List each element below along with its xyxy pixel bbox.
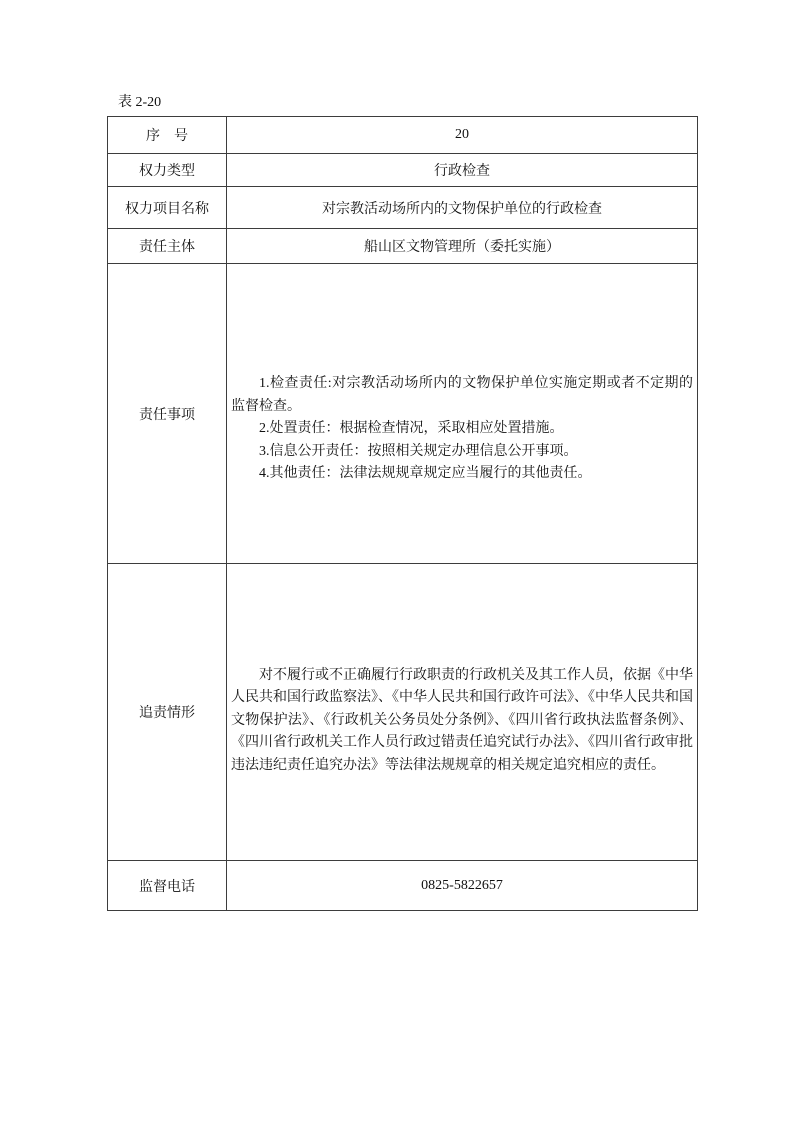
table-row-supervision-phone (108, 861, 698, 911)
accountability-paragraph-wrap (227, 665, 697, 778)
serial-number-value: 20 (227, 117, 698, 154)
power-item-name-label: 权力项目名称 (108, 187, 227, 229)
responsibility-item-1: 1.检查责任:对宗教活动场所内的文物保护单位实施定期或者不定期的监督检查。 (231, 376, 693, 414)
responsible-entity-label: 责任主体 (108, 229, 227, 264)
table-caption: 表 2-20 (118, 95, 162, 110)
power-item-name-value: 对宗教活动场所内的文物保护单位的行政检查 (227, 187, 698, 229)
responsibility-item-2: 2.处置责任：根据检查情况，采取相应处置措施。 (259, 421, 564, 437)
responsibility-items-list (227, 373, 697, 486)
table-row-power-type (108, 154, 698, 187)
accountability-label: 追责情形 (108, 564, 227, 861)
table-row-responsibility-items (108, 264, 698, 564)
power-type-label: 权力类型 (108, 154, 227, 187)
power-duty-table (107, 116, 698, 911)
supervision-phone-value: 0825-5822657 (227, 861, 698, 911)
responsibility-items-value (227, 264, 698, 564)
supervision-phone-label: 监督电话 (108, 861, 227, 911)
table-row-accountability (108, 564, 698, 861)
responsibility-item-4: 4.其他责任：法律法规规章规定应当履行的其他责任。 (259, 466, 592, 482)
table-row-power-item-name (108, 187, 698, 229)
responsible-entity-value: 船山区文物管理所（委托实施） (227, 229, 698, 264)
table-row-serial-number (108, 117, 698, 154)
responsibility-items-label: 责任事项 (108, 264, 227, 564)
responsibility-item-3: 3.信息公开责任：按照相关规定办理信息公开事项。 (259, 443, 578, 459)
serial-number-label: 序 号 (108, 117, 227, 154)
power-type-value: 行政检查 (227, 154, 698, 187)
accountability-paragraph: 对不履行或不正确履行行政职责的行政机关及其工作人员，依据《中华人民共和国行政监察法》、《中华人民共和国行政许可法》、《中华人民共和国文物保护法》、《行政机关公务员处分条例》、《四川省行政执法监督条例》、《四川省行政机关工作人员行政过错责任追究试行办法》、《四川省行政审批违法违纪责任追究办法》等法律法规规章的相关规定追究相应的责任。 (231, 667, 693, 773)
accountability-value (227, 564, 698, 861)
table-row-responsible-entity (108, 229, 698, 264)
